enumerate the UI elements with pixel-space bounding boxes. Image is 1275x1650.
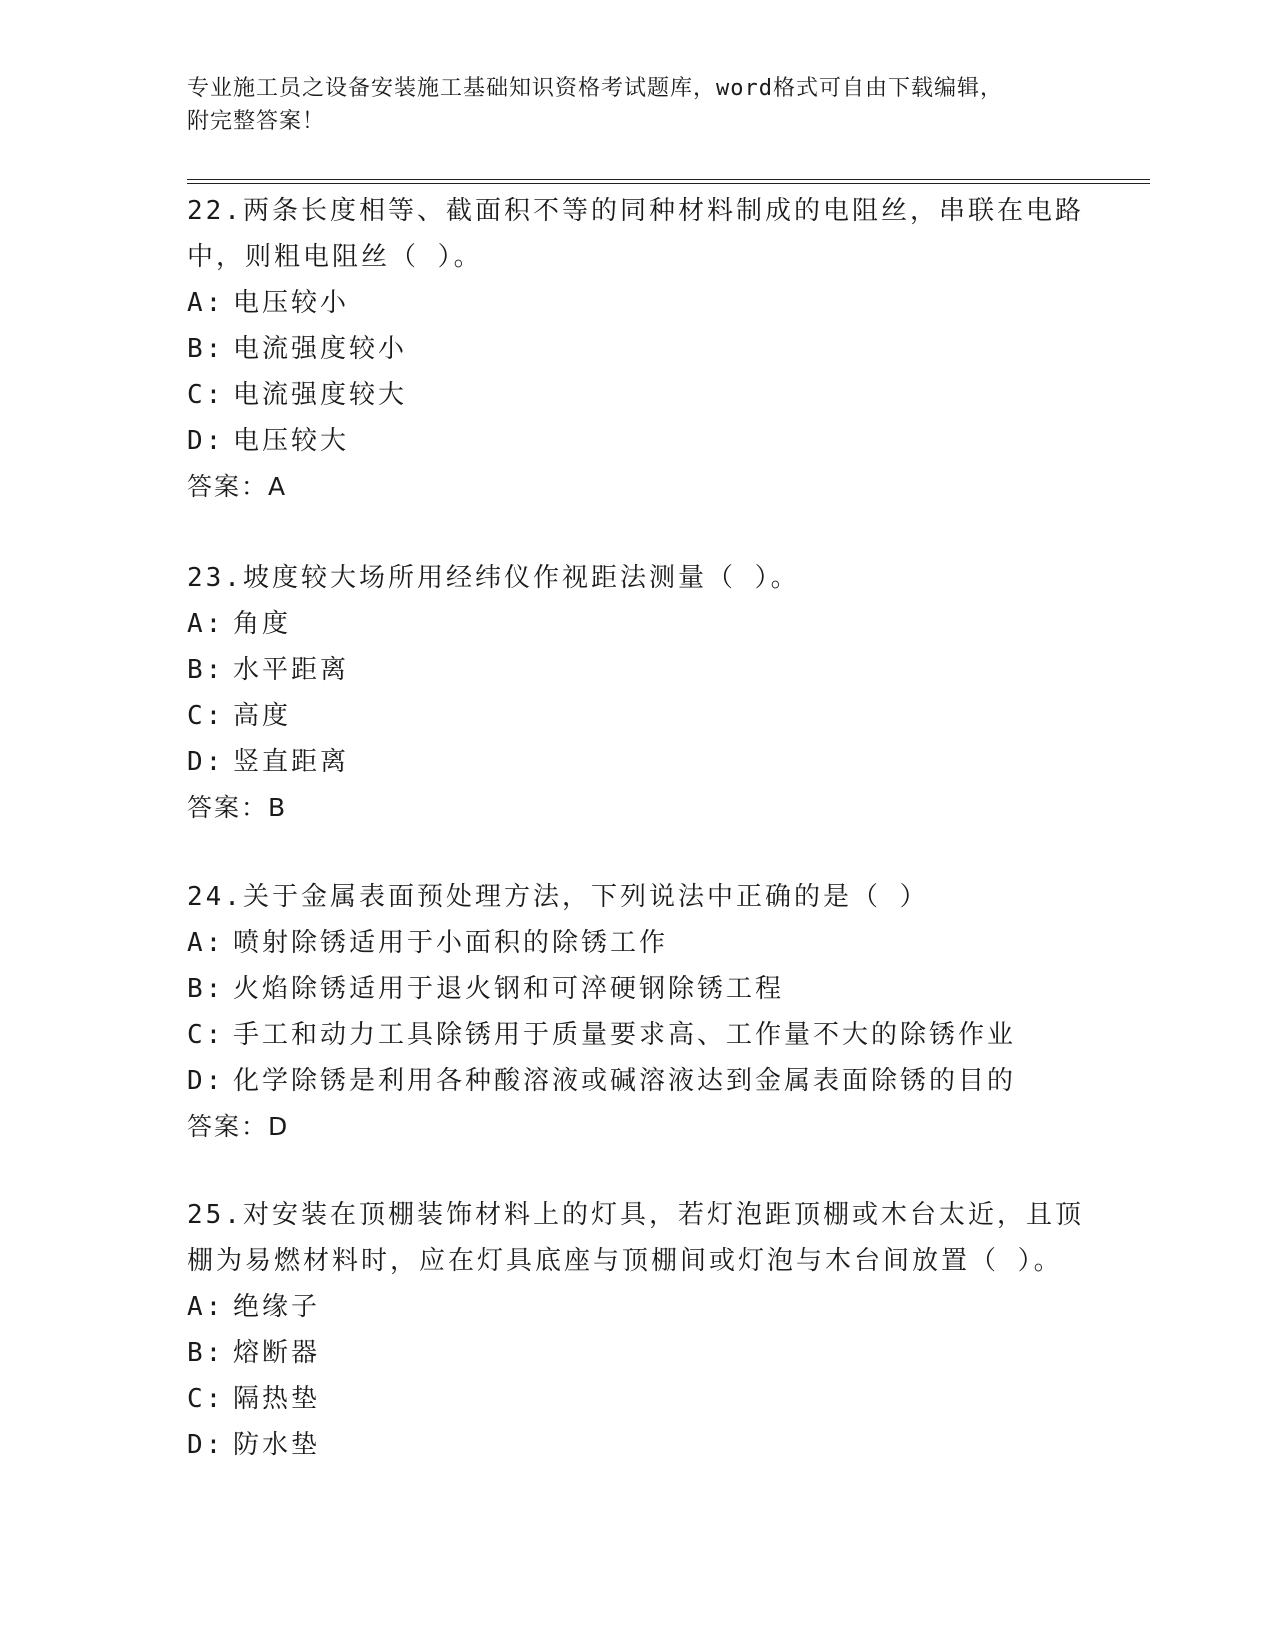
option-c — [187, 693, 1087, 739]
option-text: 防水垫 — [233, 1430, 321, 1460]
option-d — [187, 739, 1087, 785]
option-letter: C: — [187, 380, 225, 410]
question-25 — [187, 1192, 1087, 1468]
option-text: 隔热垫 — [233, 1384, 321, 1414]
answer-line: 答案：D — [187, 1112, 290, 1141]
option-d — [187, 418, 1087, 464]
option-letter: A: — [187, 928, 225, 958]
option-text: 角度 — [233, 609, 292, 639]
option-d — [187, 1422, 1087, 1468]
question-stem-line-2: 中，则粗电阻丝（ ）。 — [187, 242, 483, 272]
option-a — [187, 601, 1087, 647]
option-text: 水平距离 — [233, 655, 350, 685]
option-letter: D: — [187, 426, 225, 456]
option-c — [187, 372, 1087, 418]
option-letter: A: — [187, 1292, 225, 1322]
question-24 — [187, 874, 1087, 1150]
option-text: 喷射除锈适用于小面积的除锈工作 — [233, 928, 669, 958]
answer-line: 答案：A — [187, 472, 288, 501]
option-a — [187, 1284, 1087, 1330]
document-header — [187, 72, 1067, 138]
answer-line: 答案：B — [187, 793, 288, 822]
option-letter: B: — [187, 974, 225, 1004]
option-a — [187, 920, 1087, 966]
option-b — [187, 966, 1087, 1012]
option-text: 化学除锈是利用各种酸溶液或碱溶液达到金属表面除锈的目的 — [233, 1066, 1017, 1096]
option-letter: D: — [187, 1066, 225, 1096]
option-text: 竖直距离 — [233, 747, 350, 777]
option-letter: A: — [187, 288, 225, 318]
option-c — [187, 1376, 1087, 1422]
option-letter: A: — [187, 609, 225, 639]
option-b — [187, 1330, 1087, 1376]
option-text: 高度 — [233, 701, 292, 731]
option-letter: B: — [187, 655, 225, 685]
option-text: 手工和动力工具除锈用于质量要求高、工作量不大的除锈作业 — [233, 1020, 1017, 1050]
question-stem-line-1: 23.坡度较大场所用经纬仪作视距法测量（ ）。 — [187, 563, 800, 593]
option-text: 电压较小 — [233, 288, 350, 318]
option-letter: B: — [187, 1338, 225, 1368]
option-text: 熔断器 — [233, 1338, 321, 1368]
option-letter: D: — [187, 747, 225, 777]
question-stem-line-2: 棚为易燃材料时，应在灯具底座与顶棚间或灯泡与木台间放置（ ）。 — [187, 1246, 1063, 1276]
question-stem-line-1: 25.对安装在顶棚装饰材料上的灯具，若灯泡距顶棚或木台太近，且顶 — [187, 1200, 1084, 1230]
option-a — [187, 280, 1087, 326]
question-23 — [187, 555, 1087, 831]
question-stem-line-1: 22.两条长度相等、截面积不等的同种材料制成的电阻丝，串联在电路 — [187, 196, 1084, 226]
header-divider-bottom — [187, 183, 1150, 184]
option-b — [187, 326, 1087, 372]
option-letter: C: — [187, 701, 225, 731]
option-c — [187, 1012, 1087, 1058]
option-letter: D: — [187, 1430, 225, 1460]
header-line-1: 专业施工员之设备安装施工基础知识资格考试题库，word格式可自由下载编辑， — [187, 76, 1003, 101]
option-d — [187, 1058, 1087, 1104]
option-text: 电压较大 — [233, 426, 350, 456]
option-letter: C: — [187, 1020, 225, 1050]
option-letter: C: — [187, 1384, 225, 1414]
option-letter: B: — [187, 334, 225, 364]
question-stem-line-1: 24.关于金属表面预处理方法，下列说法中正确的是（ ） — [187, 882, 929, 912]
header-divider-top — [187, 179, 1150, 180]
question-22 — [187, 188, 1087, 510]
option-b — [187, 647, 1087, 693]
option-text: 电流强度较小 — [233, 334, 408, 364]
option-text: 火焰除锈适用于退火钢和可淬硬钢除锈工程 — [233, 974, 785, 1004]
option-text: 电流强度较大 — [233, 380, 408, 410]
option-text: 绝缘子 — [233, 1292, 321, 1322]
header-line-2: 附完整答案！ — [187, 109, 326, 134]
